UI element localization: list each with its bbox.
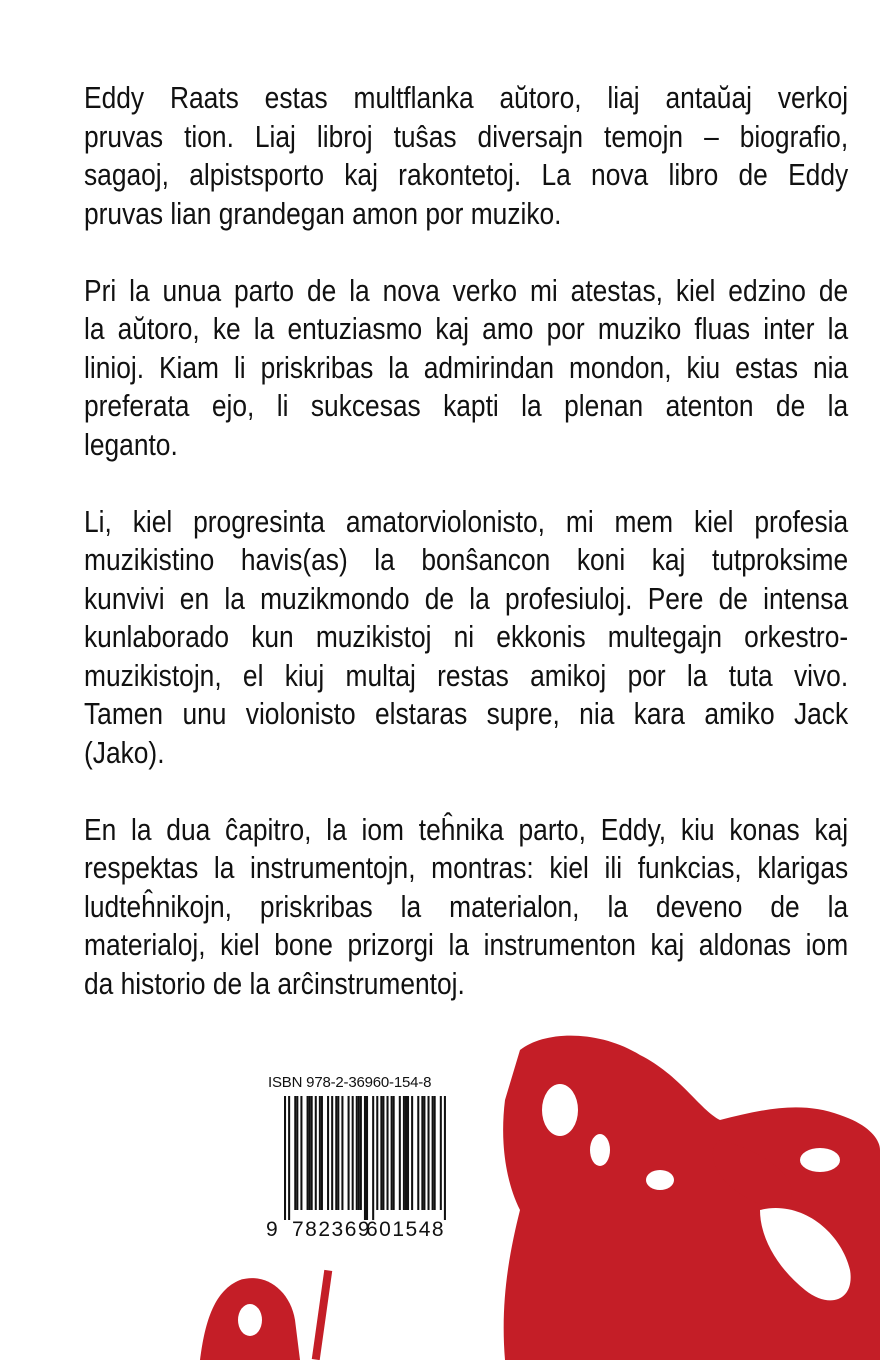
barcode-bar [432,1096,434,1210]
bow-stroke [312,1270,332,1360]
text-line: preferata ejo, li sukcesas kapti la plenan atenton de la [84,388,849,423]
text-line: la aŭtoro, ke la entuziasmo kaj amo por muziko fluas inter la [84,311,849,346]
barcode-bar [421,1096,423,1210]
barcode-digit-first: 9 [266,1218,278,1241]
paragraph-4 [84,811,848,1004]
barcode-bar [335,1096,337,1210]
barcode-bar [405,1096,407,1210]
barcode-digits-right: 601548 [366,1218,446,1241]
paragraph-2 [84,272,848,465]
text-line: leganto. [84,426,178,462]
barcode-bar [307,1096,309,1210]
barcode-bar [327,1096,329,1210]
text-line: linioj. Kiam li priskribas la admirindan mondon, kiu estas nia [84,349,849,385]
barcode-bar [294,1096,296,1210]
barcode-bar [311,1096,313,1210]
isbn-label: ISBN 978-2-36960-154-8 [268,1074,432,1091]
barcode-bar [337,1096,339,1210]
text-line: ludteĥnikojn, priskribas la materialon, la deveno de la [84,888,849,924]
barcode-bar [331,1096,333,1210]
text-line: muzikistojn, el kiuj multaj restas amikoj por la tuta vivo. [84,657,849,693]
barcode-bar [417,1096,419,1210]
barcode-bar [360,1096,362,1210]
barcode-bar [403,1096,405,1210]
barcode-digits-left: 782369 [292,1218,372,1241]
text-line: kunvivi en la muzikmondo de la profesiuloj. Pere de intensa [84,580,849,616]
barcode-bar [393,1096,395,1210]
barcode-bar [288,1096,290,1220]
barcode-bar [428,1096,430,1210]
barcode-bar [364,1096,366,1220]
text-line: kunlaborado kun muzikistoj ni ekkonis multegajn orkestro- [84,619,849,654]
barcode-bar [399,1096,401,1210]
barcode-bar [387,1096,389,1210]
text-line: materialoj, kiel bone prizorgi la instrumenton kaj aldonas iom [84,927,849,962]
barcode-bar [382,1096,384,1210]
barcode-bar [372,1096,374,1220]
barcode-bar [391,1096,393,1210]
barcode-bar [411,1096,413,1210]
barcode-bar [321,1096,323,1210]
text-line: sagaoj, alpistsporto kaj rakontetoj. La nova libro de Eddy [84,157,849,192]
text-line: pruvas tion. Liaj libroj tuŝas diversajn temojn – biografio, [84,118,849,154]
barcode-bar [319,1096,321,1210]
barcode-bar [352,1096,354,1210]
barcode-bar [440,1096,442,1210]
text-line: Li, kiel progresinta amatorviolonisto, mi mem kiel profesia [84,503,849,539]
barcode-bar [315,1096,317,1210]
barcode-bar [348,1096,350,1210]
text-line: Eddy Raats estas multflanka aŭtoro, liaj antaŭaj verkoj [84,80,849,115]
barcode-bar [423,1096,425,1210]
barcode-bar [380,1096,382,1210]
barcode-bar [356,1096,358,1210]
text-line: pruvas lian grandegan amon por muziko. [84,195,562,231]
paragraph-1 [84,79,848,233]
barcode-bar [376,1096,378,1210]
barcode-bar [341,1096,343,1210]
barcode-bar [296,1096,298,1210]
text-line: respektas la instrumentojn, montras: kiel ili funkcias, klarigas [84,850,849,885]
paragraph-3 [84,503,848,773]
text-line: da historio de la arĉinstrumentoj. [84,965,465,1001]
text-line: Pri la unua parto de la nova verko mi atestas, kiel edzino de [84,272,849,308]
back-cover-text [84,79,848,1042]
text-line: (Jako). [84,734,165,770]
barcode-bar [309,1096,311,1210]
text-line: En la dua ĉapitro, la iom teĥnika parto, Eddy, kiu konas kaj [84,811,849,847]
text-line: Tamen unu violonisto elstaras supre, nia kara amiko Jack [84,696,849,731]
barcode-bar [300,1096,302,1210]
barcode-bar [366,1096,368,1220]
barcode-bar [284,1096,286,1220]
barcode [268,1096,448,1226]
text-line: muzikistino havis(as) la bonŝancon koni kaj tutproksime [84,542,849,577]
barcode-bar [407,1096,409,1210]
barcode-bar [434,1096,436,1210]
barcode-bar [358,1096,360,1210]
barcode-bar [444,1096,446,1220]
